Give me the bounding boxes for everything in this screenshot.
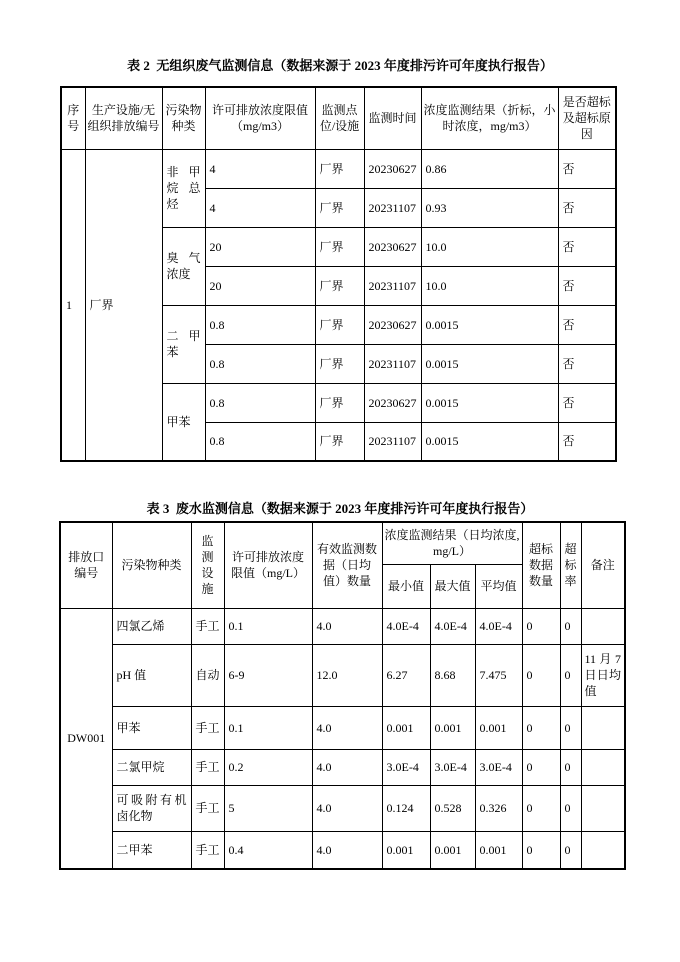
t3-min-cell: 0.001 [382,706,430,749]
t3-method-cell: 自动 [191,644,224,706]
t3-header-method: 监测设施 [191,522,224,608]
t3-exceed-count-cell: 0 [522,644,560,706]
t2-header-facility: 生产设施/无组织排放编号 [85,87,162,149]
t3-count-cell: 4.0 [312,706,382,749]
t2-exceed-cell: 否 [558,227,616,266]
t3-header-result-group: 浓度监测结果（日均浓度,mg/L） [382,522,522,564]
t3-remark-cell [581,831,625,869]
t3-header-avg: 平均值 [475,564,522,608]
t3-header-exceed-rate: 超标率 [560,522,581,608]
t3-method-cell: 手工 [191,706,224,749]
t2-limit-cell: 0.8 [205,305,315,344]
t3-exceed-count-cell: 0 [522,785,560,831]
t2-limit-cell: 20 [205,227,315,266]
t3-avg-cell: 0.326 [475,785,522,831]
t3-avg-cell: 3.0E-4 [475,749,522,785]
t2-site-cell: 厂界 [315,227,364,266]
t3-max-cell: 0.528 [430,785,475,831]
t3-remark-cell [581,785,625,831]
t2-date-cell: 20230627 [364,305,421,344]
t3-limit-cell: 0.2 [224,749,312,785]
t2-serial-cell: 1 [61,149,85,461]
t3-max-cell: 0.001 [430,831,475,869]
t3-min-cell: 0.124 [382,785,430,831]
t3-method-cell: 手工 [191,749,224,785]
t2-pollutant-cell: 二甲苯 [162,305,205,383]
t2-exceed-cell: 否 [558,383,616,422]
t2-exceed-cell: 否 [558,305,616,344]
t2-pollutant-cell: 非甲烷总烃 [162,149,205,227]
t3-avg-cell: 4.0E-4 [475,608,522,644]
t2-header-exceed: 是否超标及超标原因 [558,87,616,149]
t3-min-cell: 3.0E-4 [382,749,430,785]
t3-pollutant-cell: pH 值 [112,644,191,706]
t3-min-cell: 4.0E-4 [382,608,430,644]
t2-pollutant-cell: 臭气浓度 [162,227,205,305]
t3-pollutant-cell: 四氯乙烯 [112,608,191,644]
t2-site-cell: 厂界 [315,383,364,422]
t3-avg-cell: 0.001 [475,831,522,869]
t2-exceed-cell: 否 [558,344,616,383]
t2-result-cell: 0.0015 [421,383,558,422]
t2-exceed-cell: 否 [558,266,616,305]
t3-header-pollutant: 污染物种类 [112,522,191,608]
t3-header-max: 最大值 [430,564,475,608]
t2-header-limit: 许可排放浓度限值（mg/m3） [205,87,315,149]
t2-limit-cell: 4 [205,149,315,188]
t3-remark-cell [581,749,625,785]
t3-max-cell: 0.001 [430,706,475,749]
t3-limit-cell: 6-9 [224,644,312,706]
t3-exceed-count-cell: 0 [522,831,560,869]
t3-outlet-cell: DW001 [60,608,112,869]
t3-min-cell: 6.27 [382,644,430,706]
t2-limit-cell: 20 [205,266,315,305]
t3-avg-cell: 0.001 [475,706,522,749]
t2-exceed-cell: 否 [558,149,616,188]
t2-site-cell: 厂界 [315,149,364,188]
t3-header-limit: 许可排放浓度限值（mg/L） [224,522,312,608]
t2-header-site: 监测点位/设施 [315,87,364,149]
t3-header-exceed-count: 超标数据数量 [522,522,560,608]
t2-pollutant-cell: 甲苯 [162,383,205,461]
t3-max-cell: 4.0E-4 [430,608,475,644]
t3-exceed-rate-cell: 0 [560,706,581,749]
t3-max-cell: 8.68 [430,644,475,706]
t3-count-cell: 4.0 [312,608,382,644]
t3-limit-cell: 0.1 [224,706,312,749]
t2-exceed-cell: 否 [558,422,616,461]
t3-avg-cell: 7.475 [475,644,522,706]
t2-header-date: 监测时间 [364,87,421,149]
t3-method-cell: 手工 [191,831,224,869]
t3-min-cell: 0.001 [382,831,430,869]
t2-result-cell: 10.0 [421,266,558,305]
t3-pollutant-cell: 可吸附有机卤化物 [112,785,191,831]
t3-method-cell: 手工 [191,608,224,644]
t2-header-serial: 序号 [61,87,85,149]
t3-remark-cell: 11 月 7 日日均值 [581,644,625,706]
t2-date-cell: 20231107 [364,266,421,305]
t3-header-remark: 备注 [581,522,625,608]
t3-exceed-rate-cell: 0 [560,608,581,644]
t2-facility-cell: 厂界 [85,149,162,461]
table2-waste-gas-monitoring [60,86,617,462]
t2-date-cell: 20230627 [364,227,421,266]
t2-result-cell: 0.93 [421,188,558,227]
t3-count-cell: 4.0 [312,749,382,785]
t3-count-cell: 4.0 [312,785,382,831]
t2-header-result: 浓度监测结果（折标，小时浓度，mg/m3） [421,87,558,149]
t3-count-cell: 4.0 [312,831,382,869]
t2-site-cell: 厂界 [315,344,364,383]
t3-header-count: 有效监测数据（日均值）数量 [312,522,382,608]
t2-result-cell: 0.0015 [421,344,558,383]
t2-date-cell: 20231107 [364,422,421,461]
t3-exceed-rate-cell: 0 [560,749,581,785]
t3-remark-cell [581,706,625,749]
t3-pollutant-cell: 甲苯 [112,706,191,749]
t2-site-cell: 厂界 [315,188,364,227]
t3-limit-cell: 0.1 [224,608,312,644]
t3-limit-cell: 0.4 [224,831,312,869]
t2-result-cell: 0.0015 [421,305,558,344]
t3-exceed-count-cell: 0 [522,749,560,785]
t2-result-cell: 0.86 [421,149,558,188]
t3-header-min: 最小值 [382,564,430,608]
t2-limit-cell: 4 [205,188,315,227]
t2-site-cell: 厂界 [315,422,364,461]
t2-date-cell: 20230627 [364,383,421,422]
t3-count-cell: 12.0 [312,644,382,706]
t2-exceed-cell: 否 [558,188,616,227]
t3-exceed-count-cell: 0 [522,706,560,749]
t3-max-cell: 3.0E-4 [430,749,475,785]
table2-title: 表 2 无组织废气监测信息（数据来源于 2023 年度排污许可年度执行报告） [127,58,553,73]
t3-exceed-rate-cell: 0 [560,831,581,869]
t3-pollutant-cell: 二氯甲烷 [112,749,191,785]
t2-site-cell: 厂界 [315,266,364,305]
t2-date-cell: 20230627 [364,149,421,188]
t3-exceed-rate-cell: 0 [560,785,581,831]
t2-date-cell: 20231107 [364,188,421,227]
t2-header-pollutant: 污染物种类 [162,87,205,149]
t2-result-cell: 10.0 [421,227,558,266]
t3-limit-cell: 5 [224,785,312,831]
t3-pollutant-cell: 二甲苯 [112,831,191,869]
t2-limit-cell: 0.8 [205,422,315,461]
table3-wastewater-monitoring [59,521,626,870]
t2-limit-cell: 0.8 [205,383,315,422]
t3-header-outlet: 排放口编号 [60,522,112,608]
t2-date-cell: 20231107 [364,344,421,383]
t3-exceed-rate-cell: 0 [560,644,581,706]
table3-title: 表 3 废水监测信息（数据来源于 2023 年度排污许可年度执行报告） [146,501,534,516]
t2-site-cell: 厂界 [315,305,364,344]
t3-remark-cell [581,608,625,644]
t3-method-cell: 手工 [191,785,224,831]
t3-exceed-count-cell: 0 [522,608,560,644]
t2-result-cell: 0.0015 [421,422,558,461]
t2-limit-cell: 0.8 [205,344,315,383]
